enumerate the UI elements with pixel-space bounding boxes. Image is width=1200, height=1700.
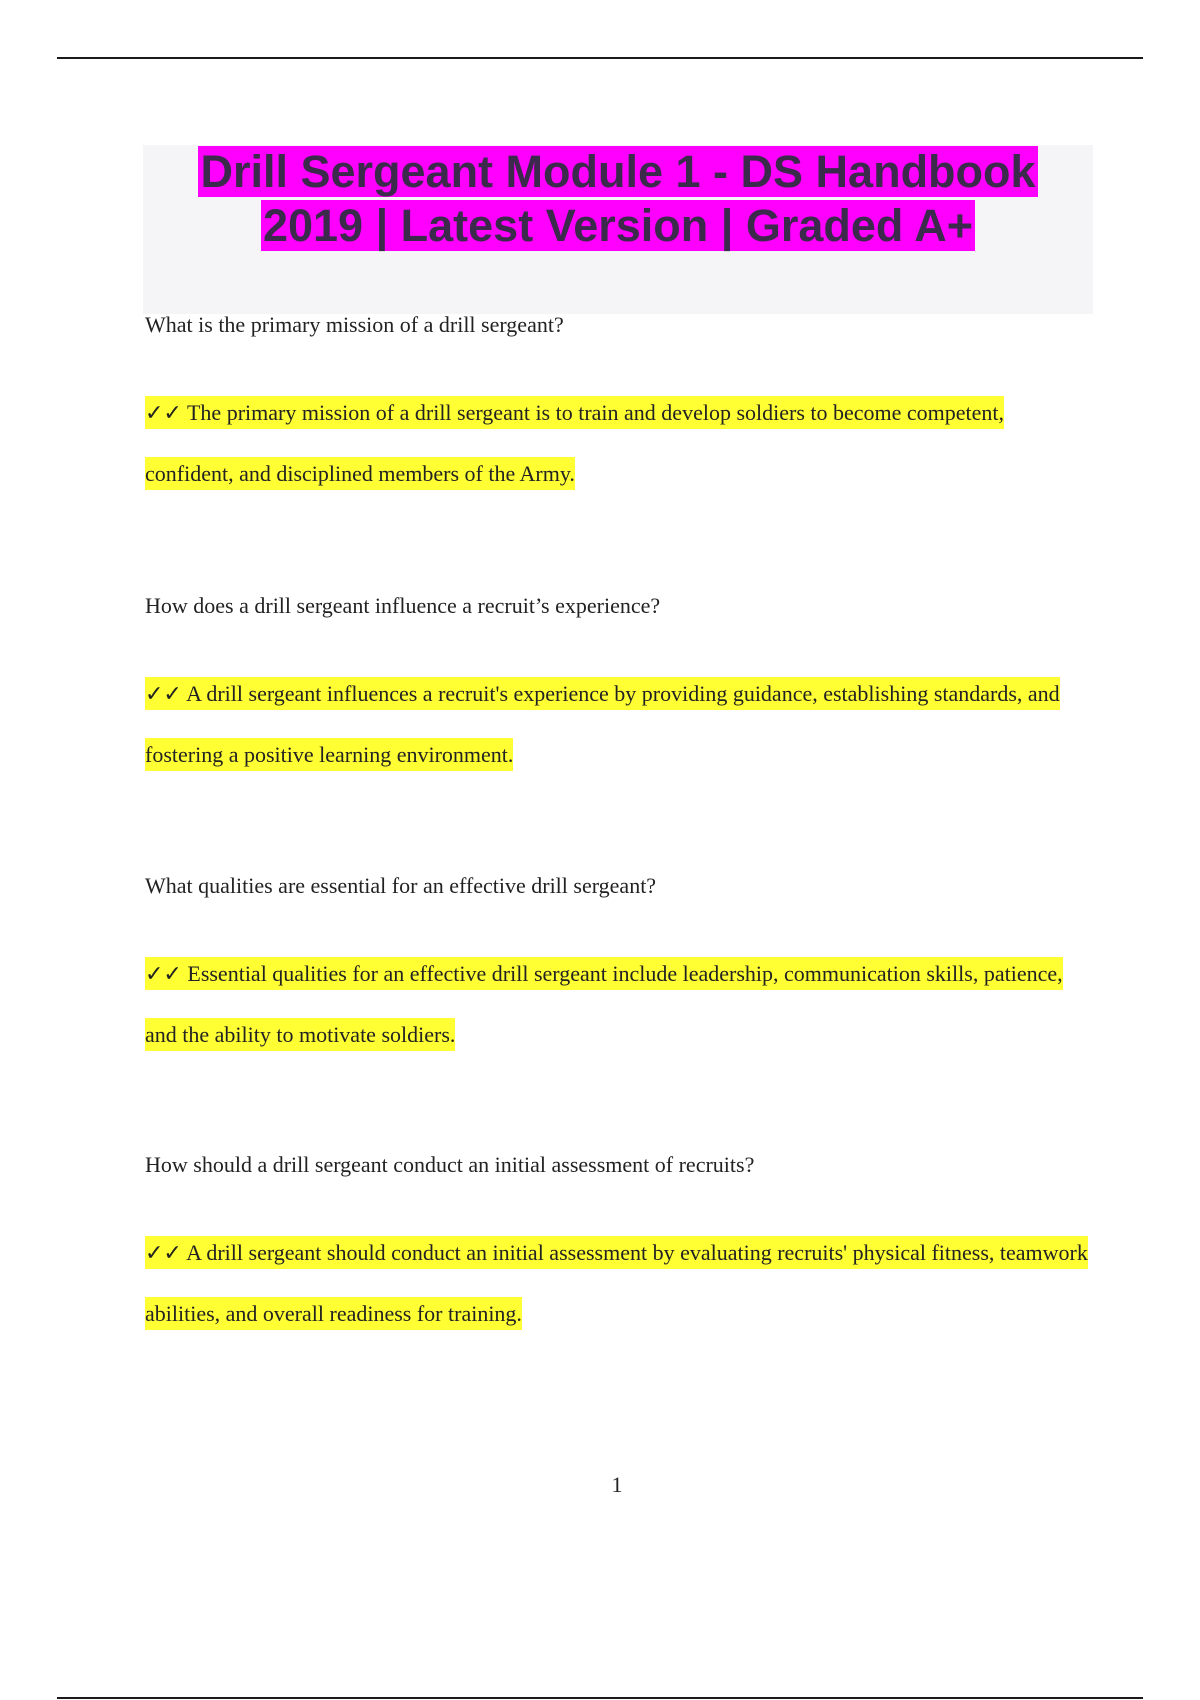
checkmark-icon: ✓✓ — [145, 962, 182, 987]
checkmark-icon: ✓✓ — [145, 1241, 182, 1266]
answer-highlight — [145, 396, 1004, 490]
question-text: What is the primary mission of a drill sergeant? — [145, 312, 564, 337]
answer-body: A drill sergeant influences a recruit's experience by providing guidance, establishing standards, and fostering a positive learning environment. — [145, 681, 1060, 767]
answer-body: A drill sergeant should conduct an initial assessment by evaluating recruits' physical fitness, teamwork abilities, and overall readiness for training. — [145, 1240, 1088, 1326]
checkmark-icon: ✓✓ — [145, 401, 182, 426]
qa-item-4 — [145, 1151, 1095, 1344]
bottom-rule — [57, 1697, 1143, 1699]
answer-highlight — [145, 1236, 1088, 1330]
question-text: How does a drill sergeant influence a recruit’s experience? — [145, 593, 661, 618]
page-number: 1 — [611, 1472, 623, 1497]
document-title — [143, 145, 1093, 253]
qa-item-2 — [145, 592, 1095, 785]
title-line-1: Drill Sergeant Module 1 - DS Handbook — [200, 146, 1036, 197]
answer-text — [145, 944, 1095, 1065]
checkmark-icon: ✓✓ — [145, 682, 182, 707]
qa-item-1 — [145, 311, 1095, 504]
title-block — [143, 145, 1093, 314]
title-line-2: 2019 | Latest Version | Graded A+ — [262, 200, 974, 251]
answer-body: Essential qualities for an effective drill sergeant include leadership, communication skills, patience, and the ability to motivate soldiers. — [145, 961, 1063, 1047]
top-rule — [57, 57, 1143, 59]
question-text: How should a drill sergeant conduct an initial assessment of recruits? — [145, 1152, 755, 1177]
question-text: What qualities are essential for an effective drill sergeant? — [145, 873, 657, 898]
answer-text — [145, 1223, 1095, 1344]
answer-body: The primary mission of a drill sergeant is to train and develop soldiers to become competent, confident, and disciplined members of the Army. — [145, 400, 1005, 486]
answer-highlight — [145, 677, 1060, 771]
answer-text — [145, 383, 1095, 504]
answer-text — [145, 664, 1095, 785]
qa-item-3 — [145, 872, 1095, 1065]
answer-highlight — [145, 957, 1063, 1051]
